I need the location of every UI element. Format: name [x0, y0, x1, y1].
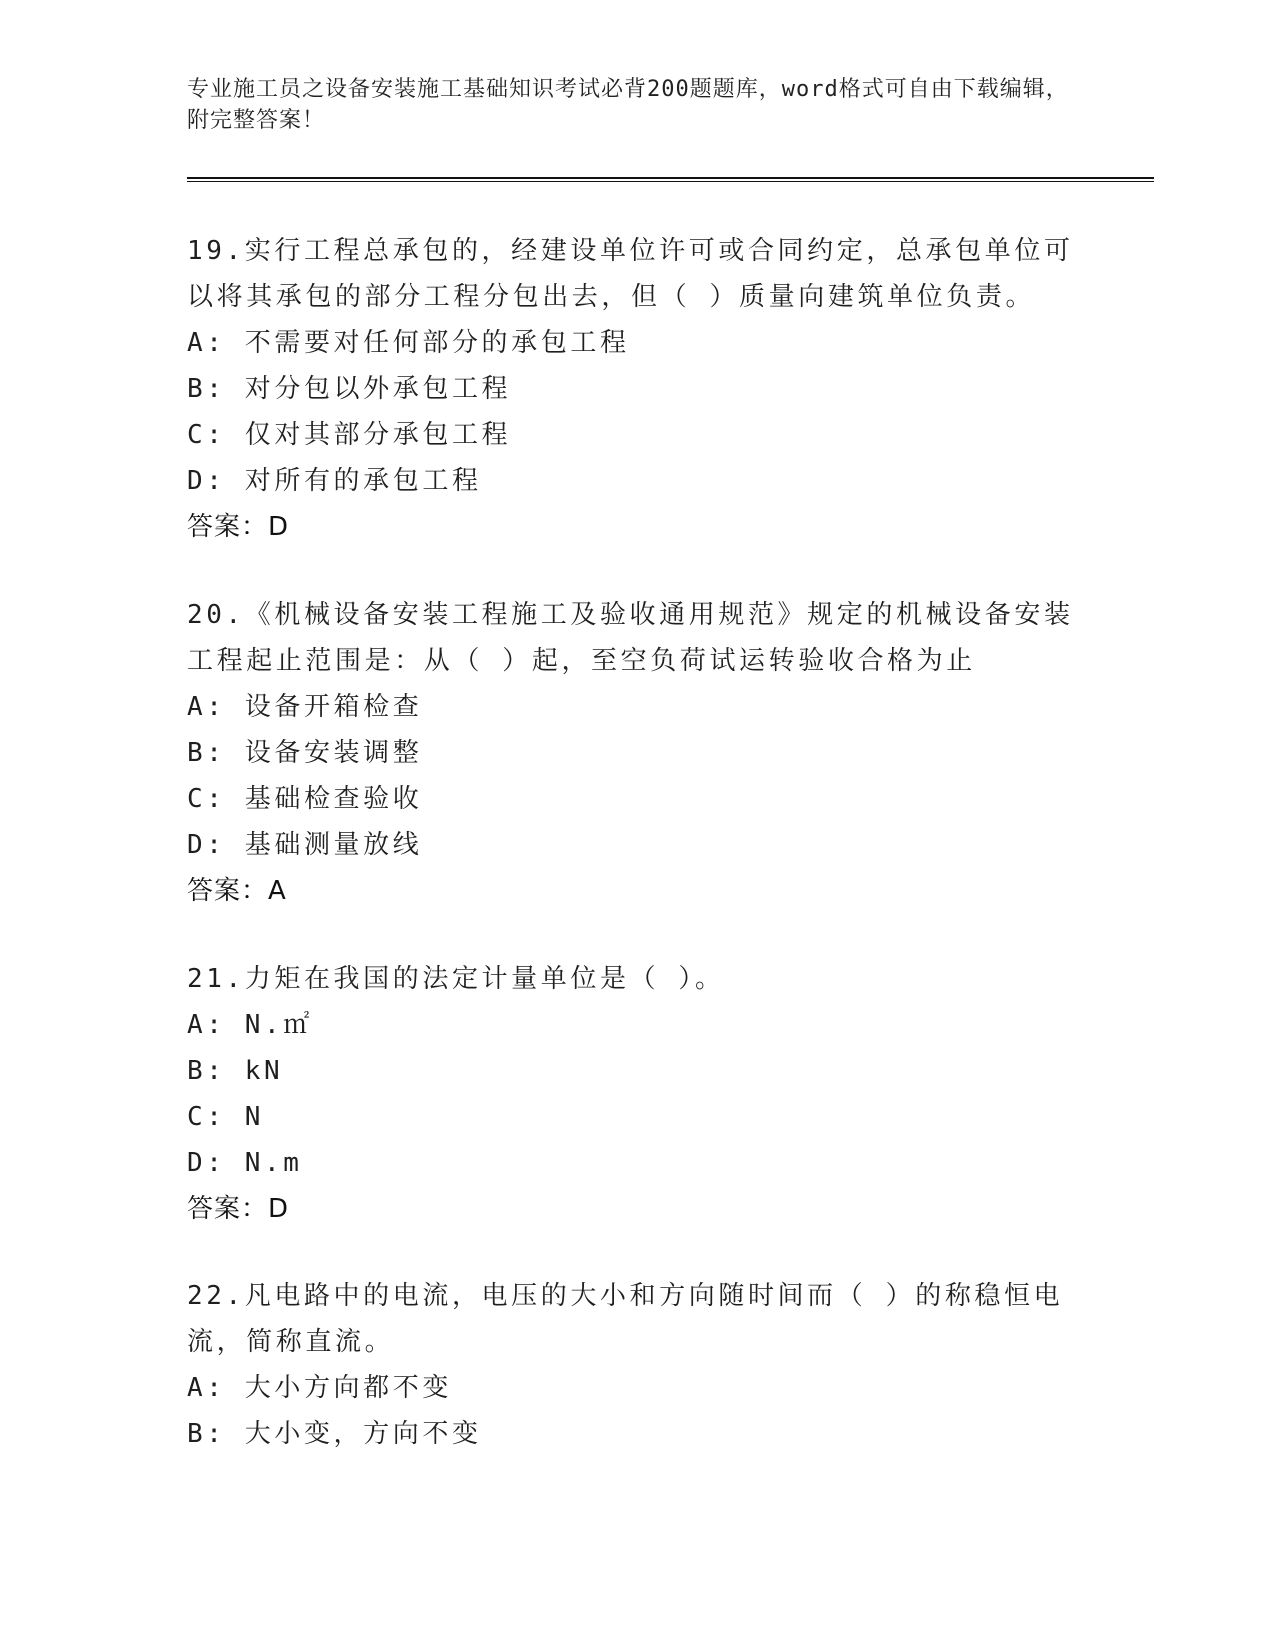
document-header: 专业施工员之设备安装施工基础知识考试必背200题题库，word格式可自由下载编辑，附完整答案！ [187, 77, 1069, 133]
option-d: D: 基础测量放线 [187, 830, 423, 860]
option-c: C: 仅对其部分承包工程 [187, 420, 512, 450]
option-a: A: 设备开箱检查 [187, 692, 423, 722]
option-a: A: 不需要对任何部分的承包工程 [187, 328, 630, 358]
option-c: C: 基础检查验收 [187, 784, 423, 814]
option-d: D: N.m [187, 1148, 303, 1178]
option-c: C: N [187, 1102, 265, 1132]
option-a: A: 大小方向都不变 [187, 1373, 452, 1403]
question-19 [187, 228, 1087, 550]
question-22 [187, 1273, 1087, 1457]
option-b: B: 设备安装调整 [187, 738, 423, 768]
answer-line: 答案：D [187, 512, 290, 542]
option-b: B: kN [187, 1056, 284, 1086]
option-b: B: 大小变，方向不变 [187, 1419, 482, 1449]
question-stem: 21.力矩在我国的法定计量单位是（ ）。 [187, 964, 725, 994]
option-d: D: 对所有的承包工程 [187, 466, 482, 496]
question-stem: 19.实行工程总承包的，经建设单位许可或合同约定，总承包单位可以将其承包的部分工程分包出去，但（ ）质量向建筑单位负责。 [187, 236, 1074, 312]
question-stem: 20.《机械设备安装工程施工及验收通用规范》规定的机械设备安装工程起止范围是：从（ ）起，至空负荷试运转验收合格为止 [187, 600, 1074, 676]
question-21 [187, 956, 1087, 1232]
header-divider [187, 177, 1154, 182]
answer-line: 答案：A [187, 876, 287, 906]
answer-line: 答案：D [187, 1194, 290, 1224]
question-stem: 22.凡电路中的电流，电压的大小和方向随时间而（ ）的称稳恒电流，简称直流。 [187, 1281, 1064, 1357]
option-b: B: 对分包以外承包工程 [187, 374, 512, 404]
option-a: A: N.㎡ [187, 1010, 313, 1040]
question-20 [187, 592, 1087, 914]
